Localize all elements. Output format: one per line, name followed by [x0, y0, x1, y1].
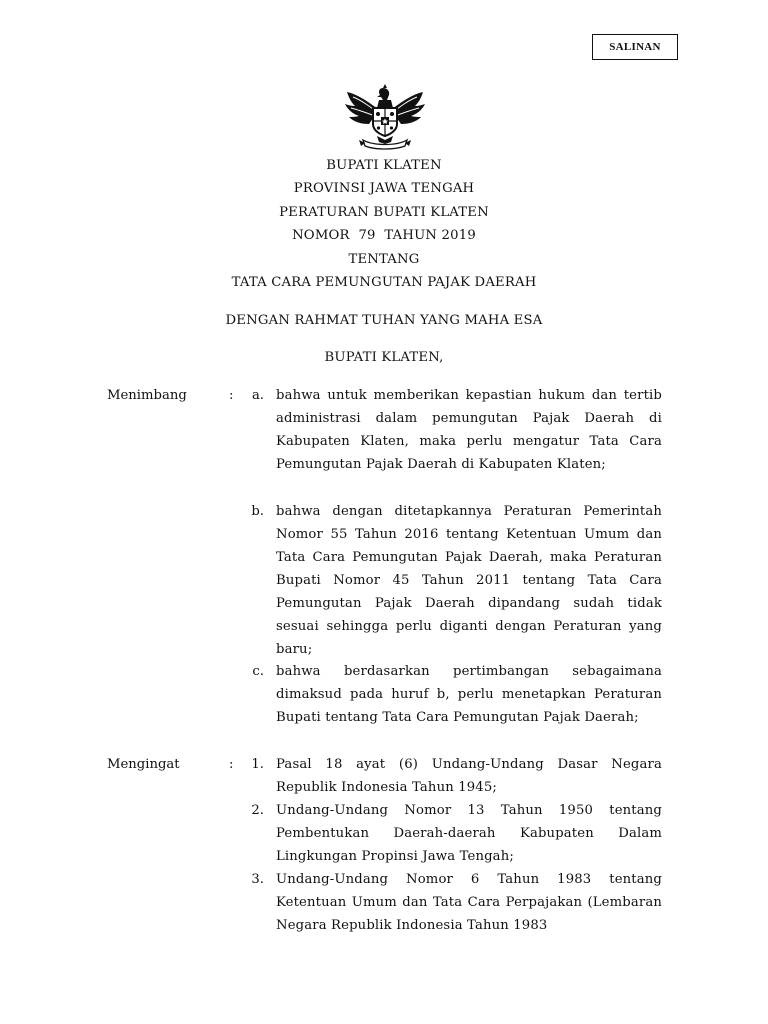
garuda-emblem-icon [339, 80, 431, 150]
header-line-peraturan: PERATURAN BUPATI KLATEN [279, 204, 489, 220]
header-line-nomor: NOMOR 79 TAHUN 2019 [292, 228, 476, 244]
mengingat-item-3 [240, 868, 662, 937]
header-block [0, 154, 768, 294]
rahmat-line: DENGAN RAHMAT TUHAN YANG MAHA ESA [225, 313, 543, 328]
menimbang-item-a [240, 384, 662, 476]
item-marker: b. [251, 504, 264, 519]
bupati-line: BUPATI KLATEN, [324, 350, 444, 365]
mengingat-item-2 [240, 799, 662, 868]
header-line-tentang: TENTANG [348, 251, 420, 267]
item-marker: c. [252, 664, 264, 679]
menimbang-label: Menimbang [107, 388, 187, 403]
menimbang-item-c [240, 660, 662, 729]
menimbang-colon: : [229, 388, 234, 403]
header-line-provinsi: PROVINSI JAWA TENGAH [293, 181, 475, 197]
salinan-stamp: SALINAN [592, 34, 678, 60]
menimbang-item-b [240, 500, 662, 661]
item-marker: 1. [251, 757, 264, 772]
mengingat-label: Mengingat [107, 757, 180, 772]
item-text: bahwa untuk memberikan kepastian hukum dan tertib administrasi dalam pemungutan Pajak Daerah di Kabupaten Klaten, maka perlu mengatur Tata Cara Pemungutan Pajak Daerah di Kabupaten Klaten; [276, 388, 662, 472]
item-marker: 3. [251, 872, 264, 887]
item-text: Pasal 18 ayat (6) Undang-Undang Dasar Negara Republik Indonesia Tahun 1945; [276, 757, 662, 795]
item-text: Undang-Undang Nomor 13 Tahun 1950 tentang Pembentukan Daerah-daerah Kabupaten Dalam Lingkungan Propinsi Jawa Tengah; [276, 803, 662, 864]
item-text: bahwa dengan ditetapkannya Peraturan Pemerintah Nomor 55 Tahun 2016 tentang Ketentuan Umum dan Tata Cara Pemungutan Pajak Daerah, maka Peraturan Bupati Nomor 45 Tahun 2011 tentang Tata Cara Pemungutan Pajak Daerah dipandang sudah tidak sesuai sehingga perlu diganti dengan Peraturan yang baru; [276, 504, 662, 657]
item-text: Undang-Undang Nomor 6 Tahun 1983 tentang Ketentuan Umum dan Tata Cara Perpajakan (Lembaran Negara Republik Indonesia Tahun 1983 [276, 872, 662, 933]
item-marker: 2. [251, 803, 264, 818]
mengingat-colon: : [229, 757, 234, 772]
header-line-bupati: BUPATI KLATEN [326, 158, 442, 173]
header-line-judul: TATA CARA PEMUNGUTAN PAJAK DAERAH [231, 275, 537, 291]
item-marker: a. [251, 388, 264, 403]
item-text: bahwa berdasarkan pertimbangan sebagaimana dimaksud pada huruf b, perlu menetapkan Peraturan Bupati tentang Tata Cara Pemungutan Pajak Daerah; [276, 664, 662, 725]
mengingat-item-1 [240, 753, 662, 799]
